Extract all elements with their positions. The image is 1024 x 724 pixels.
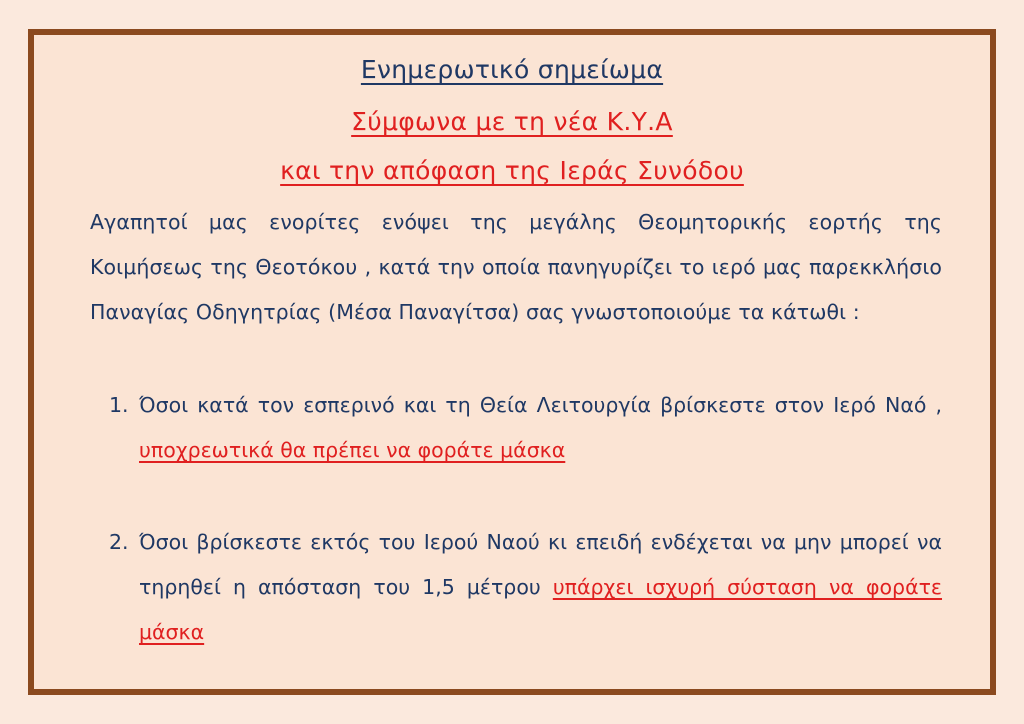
list-item [109,383,942,473]
list-item-text: Όσοι βρίσκεστε εκτός του Ιερού Ναού κι επειδή ενδέχεται να μην μπορεί να τηρηθεί η απόσταση του 1,5 μέτρου [139,530,942,599]
list-item-body [109,520,942,655]
notice-subtitle-synod: και την απόφαση της Ιεράς Συνόδου [280,156,744,185]
list-item-number: 1. [109,393,129,417]
list-item-highlight: υπάρχει ισχυρή σύσταση να φοράτε μάσκα [139,575,943,644]
list-item [109,520,942,655]
intro-paragraph: Αγαπητοί μας ενορίτες ενόψει της μεγάλης Θεομητορικής εορτής της Κοιμήσεως της Θεοτόκου , κατά την οποία πανηγυρίζει το ιερό μας παρεκκλήσιο Παναγίας Οδηγητρίας (Μέσα Παναγίτσα) σας γνωστοποιούμε τα κάτωθι : [90,210,942,324]
notice-content [34,35,990,689]
list-item-number: 2. [109,530,129,554]
notice-title: Ενημερωτικό σημείωμα [360,55,664,84]
list-item-text: Όσοι κατά τον εσπερινό και τη Θεία Λειτουργία βρίσκεστε στον Ιερό Ναό , [139,393,942,417]
notice-subtitle-kya: Σύμφωνα με τη νέα Κ.Υ.Α [351,107,673,136]
notice-frame [28,29,996,695]
list-item-body [109,383,942,473]
list-item-highlight: υποχρεωτικά θα πρέπει να φοράτε μάσκα [139,438,566,462]
